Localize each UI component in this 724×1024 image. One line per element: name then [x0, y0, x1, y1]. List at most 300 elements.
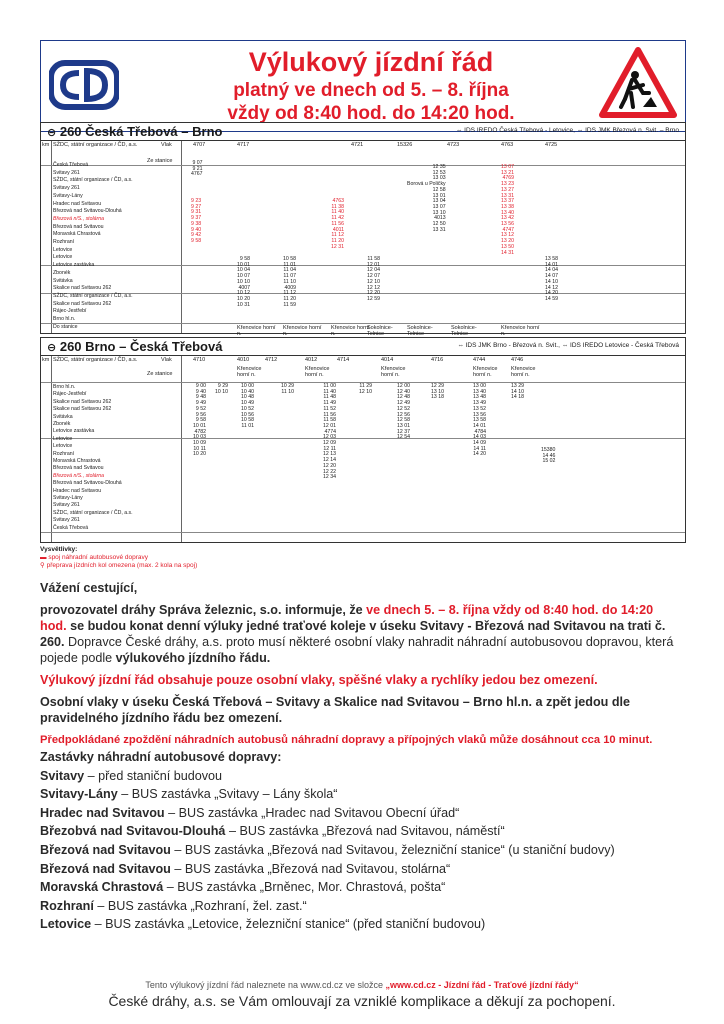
time-value: 12 54 — [397, 434, 410, 441]
train-number: 4721 — [351, 142, 364, 148]
times-col-f — [359, 384, 372, 395]
time-value: 10 12 — [237, 290, 250, 297]
time-value: 12 29 — [431, 383, 444, 389]
time-value: 13 58 — [473, 417, 486, 424]
time-value: 9 48 — [195, 394, 206, 401]
greeting: Vážení cestující, — [40, 581, 138, 595]
time-value: 12 11 — [323, 445, 336, 452]
station-name: Letovice — [53, 443, 73, 450]
time-value: 13 37 — [501, 198, 514, 205]
station-name: Březová n/S., stolárna — [53, 215, 105, 222]
time-value: 10 10 — [215, 388, 228, 395]
station-name: Rozhraní — [53, 239, 75, 245]
time-value: 13 48 — [473, 394, 486, 401]
times-col-b — [215, 384, 228, 395]
time-value: 14 11 — [473, 445, 486, 452]
time-value: 15 02 — [542, 458, 556, 465]
to-station: Křenovice horní n. — [501, 325, 540, 337]
station-name: Hradec nad Svitavou — [53, 200, 102, 207]
bus-stop-item — [40, 804, 680, 823]
line-title — [47, 124, 222, 139]
direction-icon: ⊖ — [47, 127, 57, 139]
station-name: Skalice nad Svitavou 262 — [53, 398, 112, 405]
time-value: 10 58 — [283, 256, 296, 262]
time-value: 12 40 — [397, 388, 410, 395]
train-number: 4746 — [511, 357, 524, 363]
station-name: Březová nad Svitavou-Dlouhá — [53, 208, 122, 215]
time-value: 14 03 — [473, 434, 486, 441]
train-number: 4714 — [337, 357, 350, 363]
time-value: 4007 — [238, 284, 250, 291]
route-name: Česká Třebová – Brno — [85, 124, 223, 139]
station-name: Zbonék — [53, 421, 71, 427]
time-value: 14 59 — [545, 295, 558, 302]
time-value: 12 59 — [367, 295, 380, 302]
timetable-header — [41, 123, 685, 141]
station-name: Skalice nad Svitavou 262 — [53, 406, 112, 413]
time-value: 15380 — [541, 447, 556, 453]
bus-stop-item — [40, 897, 680, 916]
station-name: Svitavy-Lány — [53, 495, 83, 501]
bus-stop-item — [40, 915, 680, 934]
ids-label: ⇔ IDS JMK Brno - Březová n. Svit., ⇔ IDS IREDO Letovice - Česká Třebová — [457, 342, 679, 349]
train-number: 4725 — [545, 142, 558, 148]
times-col-h — [545, 257, 558, 303]
bus-stop-desc: – BUS zastávka „Rozhraní, žel. zast.“ — [93, 898, 307, 913]
times-col-c — [241, 384, 254, 430]
time-value: 14 46 — [542, 452, 556, 459]
time-value: 10 07 — [237, 273, 250, 280]
times-col-e — [323, 384, 336, 481]
bus-stop-name: Hradec nad Svitavou — [40, 805, 165, 820]
train-number: 4707 — [193, 142, 206, 148]
station-name: Zbonék — [53, 269, 71, 276]
timetable-header — [41, 338, 685, 356]
bus-stop-name: Březobvá nad Svitavou-Dlouhá — [40, 824, 226, 839]
time-value: 4011 — [332, 226, 344, 233]
to-station: Sokolnice-Telnice — [367, 325, 393, 337]
road-works-sign-icon — [599, 47, 677, 119]
bus-stops-list — [40, 748, 680, 934]
time-value: 14 20 — [473, 451, 486, 458]
time-value: 11 00 — [323, 383, 336, 389]
time-value: 10 20 — [237, 295, 250, 302]
bus-stop-desc: – BUS zastávka „Brněnec, Mor. Chrastová, pošta“ — [163, 880, 446, 895]
station-name: SŽDC, státní organizace / ČD, a.s. — [53, 509, 133, 516]
col-header-from: Ze stanice — [147, 371, 173, 377]
time-value: 12 07 — [367, 273, 380, 280]
bus-stop-desc: – BUS zastávka „Březová nad Svitavou, železniční stanice“ (u staniční budovy) — [170, 842, 615, 857]
time-value: Borová u Poličky — [407, 181, 446, 188]
time-value: 13 42 — [501, 215, 514, 222]
row-divider — [41, 438, 685, 439]
to-station: Křenovice horní n. — [237, 325, 276, 337]
footer-link-note: Tento výlukový jízdní řád naleznete na www.cd.cz ve složce „www.cd.cz - Jízdní řád - Traťové jízdní řády“ — [145, 980, 579, 990]
bus-stop-item — [40, 767, 680, 786]
time-value: 12 09 — [323, 440, 336, 447]
time-value: 13 49 — [473, 400, 486, 407]
time-value: 13 03 — [432, 175, 446, 182]
time-value: 13 31 — [501, 192, 514, 199]
time-value: 13 27 — [501, 186, 514, 193]
from-station: Křenovice horní n. — [473, 366, 498, 378]
time-value: 10 56 — [241, 411, 254, 418]
train-number: 4012 — [305, 357, 318, 363]
from-station: Křenovice horní n. — [237, 366, 262, 378]
time-value: 4747 — [502, 226, 514, 233]
bus-stop-desc: – před staniční budovou — [84, 768, 223, 783]
time-value: 12 35 — [432, 164, 446, 170]
bus-stop-name: Svitavy-Lány — [40, 787, 118, 802]
time-value: 14 01 — [545, 261, 558, 268]
time-value: 9 49 — [195, 400, 206, 407]
train-number: 4010 — [237, 357, 250, 363]
time-value: 13 58 — [545, 256, 558, 262]
station-name: Svitavy 261 — [53, 502, 80, 509]
time-value: 10 40 — [241, 388, 254, 395]
station-name: Skalice nad Svitavou 262 — [53, 300, 112, 307]
time-value: 13 12 — [501, 232, 514, 239]
times-col-c — [283, 257, 296, 308]
time-value: 10 52 — [241, 405, 254, 412]
time-value: 11 12 — [331, 232, 344, 239]
time-value: 11 38 — [331, 203, 344, 210]
to-station: Sokolnice-Telnice — [407, 325, 433, 337]
bus-stop-name: Březová nad Svitavou — [40, 861, 171, 876]
time-value: 9 58 — [195, 417, 206, 424]
time-value: 12 50 — [432, 221, 446, 228]
time-value: 14 01 — [473, 422, 486, 429]
bus-times-col — [191, 199, 201, 245]
time-value: 9 40 — [191, 226, 202, 233]
times-col-d — [331, 199, 344, 250]
bus-stop-name: Rozhraní — [40, 898, 94, 913]
time-value: 12 53 — [432, 169, 446, 176]
station-name: Březová n/S., stolárna — [53, 472, 105, 479]
time-value: 13 00 — [473, 383, 486, 389]
time-value: 13 20 — [501, 238, 514, 245]
time-value: 13 07 — [501, 164, 514, 170]
times-col-d — [281, 384, 294, 395]
to-station: Křenovice horní n. — [283, 325, 322, 337]
time-value: 11 52 — [323, 405, 336, 412]
line-number: 260 — [59, 124, 82, 139]
train-number: 15326 — [397, 142, 413, 148]
time-value: 10 31 — [237, 301, 250, 308]
time-value: 12 10 — [359, 388, 372, 395]
times-col-j — [511, 384, 524, 401]
time-value: 9 23 — [191, 198, 202, 204]
time-value: 4782 — [194, 428, 206, 435]
to-station: Sokolnice-Telnice — [451, 325, 477, 337]
time-value: 13 52 — [473, 405, 486, 412]
train-number: 4723 — [447, 142, 460, 148]
col-header-km: km — [42, 357, 50, 363]
time-value: 10 49 — [241, 400, 254, 407]
time-value: 10 01 — [193, 422, 206, 429]
timetable-ceska-trebova-brno — [40, 122, 686, 337]
legend — [40, 546, 197, 570]
ids-label: ⇔ IDS IREDO Česká Třebová - Letovice, ⇔ IDS JMK Březová n. Svit. – Brno — [455, 127, 679, 134]
row-divider — [41, 532, 685, 533]
footer-link[interactable]: „www.cd.cz - Jízdní řád - Traťové jízdní řády“ — [385, 980, 579, 990]
time-value: 11 40 — [331, 209, 344, 216]
times-col-b — [237, 257, 250, 308]
time-value: 13 50 — [501, 243, 514, 250]
train-number: 4763 — [501, 142, 514, 148]
times-col-g — [397, 384, 410, 441]
time-value: 13 01 — [397, 422, 410, 429]
time-value: 12 04 — [367, 267, 380, 274]
notice-text — [40, 580, 680, 754]
legend-item-bus: ▬ spoj náhradní autobusové dopravy — [40, 554, 149, 561]
time-value: 13 10 — [431, 388, 444, 395]
time-value: 14 10 — [511, 388, 524, 395]
time-value: 12 10 — [367, 278, 380, 285]
station-name: Letovice — [53, 246, 73, 253]
bus-stop-desc: – BUS zastávka „Březová nad Svitavou, náměstí“ — [225, 824, 505, 839]
time-value: 4769 — [502, 175, 514, 182]
row-divider — [41, 265, 685, 266]
station-name: Březová nad Svitavou-Dlouhá — [53, 480, 122, 487]
time-value: 11 42 — [331, 215, 344, 222]
times-col-e — [367, 257, 380, 303]
time-value: 11 20 — [331, 237, 344, 244]
station-name: Svitavy 261 — [53, 185, 80, 192]
station-name: Brno hl.n. — [53, 384, 76, 390]
validity-days: platný ve dnech od 5. – 8. října — [233, 80, 509, 101]
times-col-a — [193, 384, 206, 458]
times-col-a: 9 07 9 21 4767 — [191, 160, 203, 178]
time-value: 11 04 — [283, 267, 296, 274]
time-value: 13 56 — [501, 221, 514, 228]
time-value: 4784 — [474, 428, 486, 435]
time-value: 11 10 — [281, 388, 294, 395]
times-col-h — [431, 384, 444, 401]
time-value: 13 10 — [432, 209, 446, 216]
times-col-f — [407, 165, 446, 233]
station-name: Svitávka — [53, 277, 73, 284]
time-value: 12 37 — [397, 428, 410, 435]
time-value: 11 56 — [323, 411, 336, 418]
time-value: 10 11 — [193, 445, 206, 452]
time-value: 13 29 — [511, 383, 524, 389]
line-title — [47, 339, 222, 354]
time-value: 12 22 — [323, 468, 336, 475]
time-value: 13 21 — [501, 169, 514, 176]
time-value: 12 52 — [397, 405, 410, 412]
bike-icon: ⚲ — [40, 562, 45, 569]
col-header-from: Ze stanice — [147, 158, 173, 164]
time-value: 10 20 — [193, 451, 206, 458]
time-value: 10 03 — [193, 434, 206, 441]
route-name: Brno – Česká Třebová — [85, 339, 223, 354]
time-value: 12 14 — [323, 457, 336, 464]
time-value: 4763 — [332, 198, 344, 204]
time-value: 12 20 — [323, 462, 336, 469]
bus-icon: ▬ — [40, 554, 47, 561]
legend-title: Vysvětlivky: — [40, 546, 78, 553]
col-header-type: Vlak — [161, 142, 172, 148]
time-value: 9 52 — [195, 405, 206, 412]
to-station: Křenovice horní n. — [331, 325, 370, 337]
direction-icon: ⊖ — [47, 342, 57, 354]
row-divider — [41, 165, 685, 166]
station-name: Svitavy 261 — [53, 517, 80, 524]
time-value: 4009 — [284, 284, 296, 291]
validity-hours: vždy od 8:40 hod. do 14:20 hod. — [227, 103, 515, 124]
time-value: 11 01 — [241, 422, 254, 429]
col-header-operator: SŽDC, státní organizace / ČD, a.s. — [53, 142, 138, 148]
time-value: 13 40 — [473, 388, 486, 395]
station-name: Svitávka — [53, 413, 73, 420]
time-value: 12 12 — [367, 284, 380, 291]
station-name: Brno hl.n. — [53, 316, 76, 322]
time-value: 9 00 — [195, 383, 206, 389]
bus-stop-item — [40, 878, 680, 897]
time-value: 9 58 — [191, 237, 202, 244]
time-value: 12 01 — [323, 422, 336, 429]
notice-paragraph-2: Výlukový jízdní řád obsahuje pouze osobní vlaky, spěšné vlaky a rychlíky jedou bez omezení. — [40, 673, 598, 687]
timetable-body — [41, 356, 685, 542]
time-value: 13 23 — [501, 181, 514, 188]
train-number: 4710 — [193, 357, 206, 363]
time-value: 11 40 — [323, 388, 336, 395]
row-divider — [41, 293, 685, 294]
notice-paragraph-3: Osobní vlaky v úseku Česká Třebová – Svitavy a Skalice nad Svitavou – Brno hl.n. a zpět jedou dle pravidelného jízdního řádu bez omezení. — [40, 695, 631, 725]
col-header-type: Vlak — [161, 357, 172, 363]
train-number: 4014 — [381, 357, 394, 363]
station-name: Letovice — [53, 254, 73, 261]
timetable-body — [41, 141, 685, 337]
page-title: Výlukový jízdní řád — [248, 47, 494, 77]
col-header-operator: SŽDC, státní organizace / ČD, a.s. — [53, 357, 138, 363]
time-value: 12 13 — [323, 451, 336, 458]
station-name: Letovice zastávka — [53, 262, 95, 269]
time-value: 11 10 — [283, 278, 296, 285]
bus-stop-name: Svitavy — [40, 768, 85, 783]
time-value: 4774 — [324, 428, 336, 435]
time-value: 9 27 — [191, 203, 202, 210]
train-number: 4716 — [431, 357, 444, 363]
bus-stop-item — [40, 785, 680, 804]
station-name: Česká Třebová — [53, 162, 89, 168]
station-name: Rájec-Jestřebí — [53, 308, 87, 315]
time-value: 11 01 — [283, 261, 296, 268]
notice-paragraph-4: Předpokládané zpoždění náhradních autobusů náhradní dopravy a přípojných vlaků může dosáhnout cca 10 minut. — [40, 734, 653, 746]
time-value: 13 31 — [432, 226, 446, 233]
station-name: SŽDC, státní organizace / ČD, a.s. — [53, 292, 133, 299]
time-value: 14 04 — [545, 267, 558, 274]
from-station: Křenovice horní n. — [381, 366, 406, 378]
from-station: Křenovice horní n. — [305, 366, 330, 378]
time-value: 12 48 — [397, 394, 410, 401]
bus-stops-items — [40, 767, 680, 934]
bus-stop-item — [40, 822, 680, 841]
time-value: 13 38 — [501, 203, 514, 210]
time-value: 9 38 — [191, 220, 202, 227]
time-value: 12 58 — [432, 186, 446, 193]
time-value: 12 49 — [397, 400, 410, 407]
time-value: 13 18 — [431, 394, 444, 401]
station-name: Moravská Chrastová — [53, 231, 101, 238]
time-value: 10 48 — [241, 394, 254, 401]
train-number: 4744 — [473, 357, 486, 363]
time-value: 9 31 — [191, 209, 202, 216]
legend-item-bike: ⚲ přeprava jízdních kol omezena (max. 2 kola na spoj) — [40, 562, 198, 569]
line-number: 260 — [59, 339, 82, 354]
bus-stop-name: Březová nad Svitavou — [40, 842, 171, 857]
time-value: 14 31 — [501, 249, 514, 256]
time-value: 14 09 — [473, 440, 486, 447]
from-station: Křenovice horní n. — [511, 366, 536, 378]
times-col-g — [501, 165, 514, 256]
station-name: Do stanice — [53, 323, 78, 330]
validity-dates — [151, 79, 591, 125]
time-value: 12 01 — [367, 261, 380, 268]
bus-stop-item — [40, 860, 680, 879]
station-name: Hradec nad Svitavou — [53, 487, 102, 494]
station-name: Rozhraní — [53, 450, 75, 457]
time-value: 10 04 — [237, 267, 250, 274]
header-box — [40, 40, 686, 132]
time-value: 14 10 — [545, 278, 558, 285]
time-value: 14 18 — [511, 394, 524, 401]
time-value: 10 58 — [241, 417, 254, 424]
cd-logo-icon — [49, 51, 119, 121]
station-name: Svitavy 261 — [53, 169, 80, 176]
station-name: Letovice — [53, 435, 73, 442]
bus-stop-desc: – BUS zastávka „Hradec nad Svitavou Obecní úřad“ — [164, 805, 460, 820]
bus-stop-name: Letovice — [40, 917, 92, 932]
station-name: Letovice zastávka — [53, 428, 95, 435]
bus-stop-desc: – BUS zastávka „Letovice, železniční stanice“ (před staniční budovou) — [91, 917, 486, 932]
time-value: 12 20 — [367, 290, 380, 297]
station-name: Březová nad Svitavou — [53, 465, 104, 472]
time-value: 13 40 — [501, 209, 514, 216]
station-name: Svitavy-Lány — [53, 192, 83, 199]
bus-stop-desc: – BUS zastávka „Svitavy – Lány škola“ — [117, 787, 338, 802]
time-value: 11 12 — [283, 290, 296, 297]
station-name: Rájec-Jestřebí — [53, 391, 87, 398]
times-col-i — [473, 384, 486, 458]
time-value: 10 29 — [281, 383, 294, 389]
time-value: 12 00 — [397, 383, 410, 389]
time-value: 12 56 — [397, 411, 410, 418]
time-value: 9 37 — [191, 215, 202, 222]
time-value: 11 20 — [283, 295, 296, 302]
train-number: 4717 — [237, 142, 250, 148]
train-number: 4712 — [265, 357, 278, 363]
time-value: 12 58 — [397, 417, 410, 424]
time-value: 9 40 — [195, 388, 206, 395]
time-value: 11 29 — [359, 383, 372, 389]
time-value: 10 10 — [237, 278, 250, 285]
time-value: 13 56 — [473, 411, 486, 418]
time-value: 12 31 — [331, 243, 344, 250]
time-value: 9 58 — [239, 256, 250, 262]
notice-paragraph-1: provozovatel dráhy Správa železnic, s.o. informuje, že ve dnech 5. – 8. října vždy od 8:40 hod. do 14:20 hod. se budou konat denní výluky jedné traťové koleje v úseku Svitavy - Březová nad Svitavou na trati č. 260. Dopravce České dráhy, a.s. proto musí některé osobní vlaky nahradit náhradní autobusovou dopravou, která pojede podle výlukového jízdního řádu. — [40, 603, 674, 665]
bus-stop-item — [40, 841, 680, 860]
time-value: 11 48 — [323, 394, 336, 401]
time-value: 13 01 — [432, 192, 446, 199]
time-value: 14 07 — [545, 273, 558, 280]
time-value: 11 56 — [331, 220, 344, 227]
timetable-brno-ceska-trebova — [40, 337, 686, 543]
time-value: 14 20 — [545, 290, 558, 297]
time-value: 13 07 — [432, 203, 446, 210]
time-value: 10 09 — [193, 440, 206, 447]
